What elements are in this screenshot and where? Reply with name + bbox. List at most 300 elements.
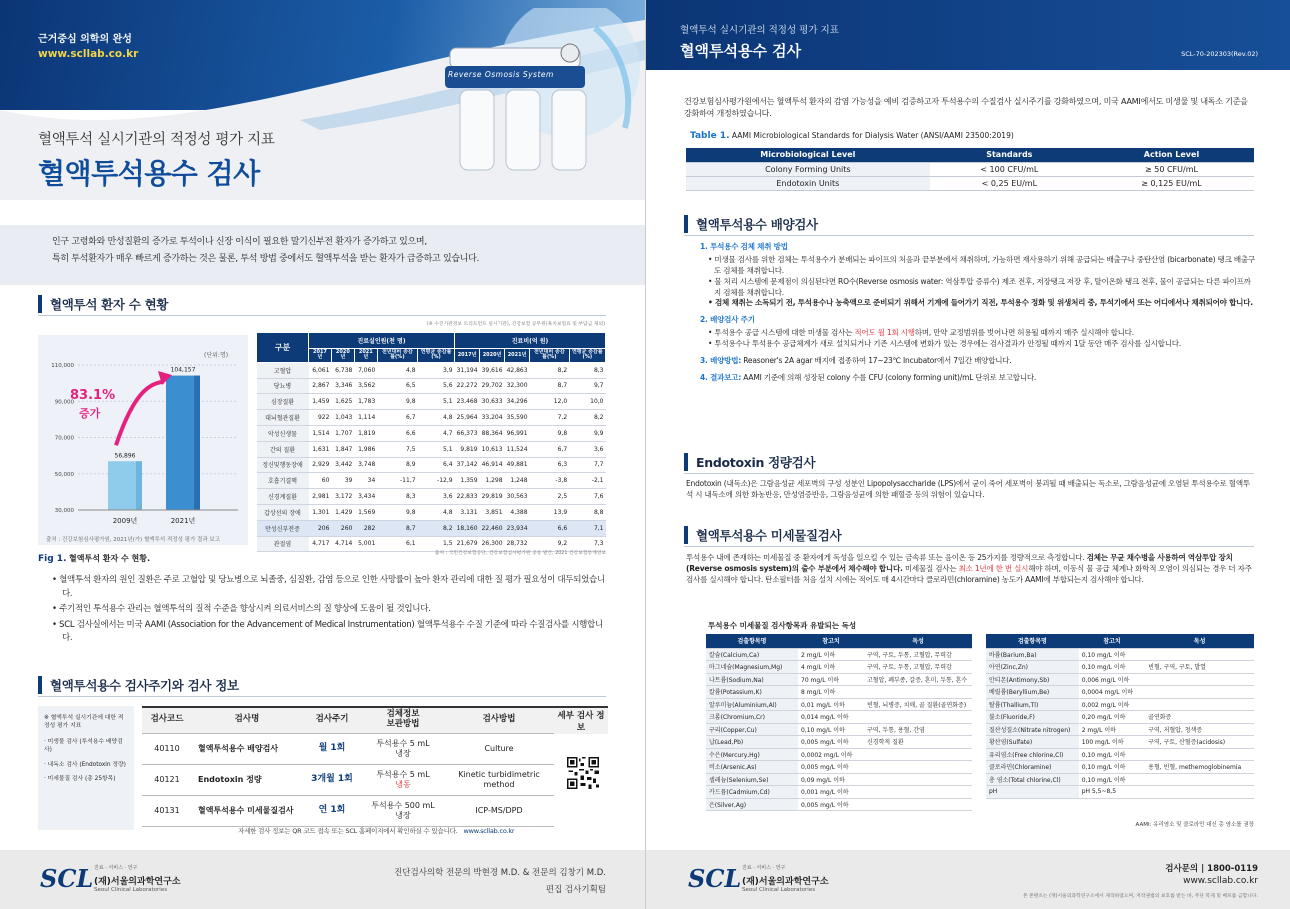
th-aami-2: Action Level [1089,148,1254,162]
cell: 40121 [142,764,192,795]
cell: 1,986 [354,441,377,457]
right-footer [646,850,1290,909]
cell: 9,8 [530,425,570,441]
cell: 34 [354,473,377,489]
cell: 29,819 [480,489,505,505]
row-label: 신경계질환 [257,489,309,505]
culture-b5: • 투석용수나 투석용수 공급체계가 새로 설치되거나 기존 시스템에 변화가 있는 경우에는 검사결과가 안정될 때까지 1달 동안 매주 검사를 실시합니다. [708,339,1182,348]
intro-line-1: 인구 고령화와 만성질환의 증가로 투석이나 신장 이식이 필요한 말기신부전 환자가 증가하고 있으며, [52,237,427,247]
th-cost: 진료비(억 원) [455,333,606,349]
cell: 1,514 [309,425,332,441]
cell: 구역, 구토, 두통, 고혈압, 무력감 [864,648,972,661]
cell: 마그네슘(Magnesium,Mg) [706,661,798,674]
culture-b4: • 투석용수 공급 시스템에 대한 미생물 검사는 적어도 월 1회 시행하며, 만약 교정범위를 벗어나면 허용될 때까지 매주 실시해야 합니다. [708,328,1134,338]
table-row [686,176,1254,190]
th-trace-0: 검출항목명 [986,634,1079,648]
th-aami-0: Microbiological Level [686,148,930,162]
cell: 1,847 [331,441,354,457]
cell: 6,7 [530,441,570,457]
cell [1145,748,1254,761]
cell: 11,524 [505,441,530,457]
y-tick-label: 90,000 [54,399,74,406]
trace-table-left [706,634,972,811]
footer-editor: 편집 검사기획팀 [545,885,606,895]
table-row [986,661,1254,674]
cell: -12,9 [418,473,455,489]
cell [1145,698,1254,711]
bullet-item: • 주기적인 투석용수 관리는 혈액투석의 질적 수준을 향상시켜 의료서비스의 질 향상에 도움이 될 것입니다. [52,604,431,615]
trace-table-right [986,634,1254,799]
cell: 2,981 [309,489,332,505]
cell: 알루미늄(Aluminium,Al) [706,698,798,711]
test-info-table [142,706,554,827]
cell: 32,300 [505,378,530,394]
cell: 33,204 [480,410,505,426]
cell: 구역, 구토, 두통, 고혈압, 무력감 [864,661,972,674]
cell: 3,6 [418,489,455,505]
filter-label: Reverse Osmosis System [448,70,554,79]
cell: 3,442 [331,457,354,473]
cell: 1,043 [331,410,354,426]
cell: 질산성질소(Nitrate nitrogen) [986,723,1079,736]
sidebox-item: · 미생물 검사 (투석용수 배양검사) [44,738,123,754]
table-row [257,457,606,473]
row-label: 고혈압 [257,362,309,378]
cell: 31,194 [455,362,480,378]
cell: 3,851 [480,504,505,520]
bar-value-label: 104,157 [170,366,196,374]
th-trace-2: 독성 [864,634,972,648]
cell: 0,001 mg/L 이하 [798,786,864,799]
cell [864,686,972,699]
section-test-cycle: 혈액투석용수 검사주기와 검사 정보 [38,673,606,697]
chart-source: 출처 : 건강보험심사평가원, 2021년(가) 혈액투석 적정성 평가 결과 보고 [46,537,221,543]
cell: 30,563 [505,489,530,505]
sidebox-item: · 미세물질 검사 (총 25항목) [44,775,116,782]
cell: 투석용수 5 mL 냉동 [362,764,444,795]
cell: 922 [309,410,332,426]
chart-unit: (단위:명) [204,352,229,359]
table-row [986,711,1254,724]
cell: 5,1 [418,394,455,410]
bullet-item: • 혈액투석 환자의 원인 질환은 주로 고혈압 및 당뇨병으로 뇌졸중, 심질환, 감염 등으로 인한 사망률이 높아 환자 관리에 대한 질 평가 필요성이 대두되었습니다. [52,575,605,599]
th-sub-4: 연평균 증감률(%) [418,348,455,362]
cell: 1,359 [455,473,480,489]
cell: 혈액투석용수 미세물질검사 [192,795,302,826]
cell: 40131 [142,795,192,826]
table-source: 출처 : 국민건강보험공단, 건강보험심사평가원 공동 발간, 2021 건강보험통계연보 [434,551,606,556]
th-trace-1: 참고치 [798,634,864,648]
cell: 4,714 [331,536,354,552]
th-sub-1: 2020년 [331,348,354,362]
right-intro: 건강보험심사평가원에서는 혈액투석 환자의 감염 가능성을 예비 검증하고자 투석용수의 수질검사 실시주기를 강화하였으며, 미국 AAMI에서도 미생물 및 내독소 기준을 강화하여 개정하였습니다. [684,97,1248,118]
cell: 불소(Fluoride,F) [986,711,1079,724]
cell [1145,648,1254,661]
cell: 18,160 [455,520,480,536]
cell: 6,738 [331,362,354,378]
culture-method: 3. 배양방법: Reasoner's 2A agar 배지에 접종하여 17~23℃ Incubator에서 7일간 배양합니다. [700,355,1012,365]
th-sub-8: 전년대비 증감률(%) [530,348,570,362]
cell: 비소(Arsenic,As) [706,761,798,774]
cell: 9,2 [530,536,570,552]
cell: 3,562 [354,378,377,394]
cell: 1,114 [354,410,377,426]
table-row [706,723,972,736]
cell: 구역, 구토, 산혈증(acidosis) [1145,736,1254,749]
intro-line-2: 특히 투석환자가 매우 빠르게 증가하는 것은 물론, 투석 방법 중에서도 혈액투석을 받는 환자가 급증하고 있습니다. [52,254,480,264]
section-endotoxin: Endotoxin 정량검사 [684,450,1254,474]
row-label: 간의 질환 [257,441,309,457]
cell: 26,300 [480,536,505,552]
row-label: 관절염 [257,536,309,552]
th-sub-2: 2021년 [354,348,377,362]
th-test-4: 검사방법 [444,707,554,733]
footer-org: (재)서울의과학연구소 [94,877,181,887]
cell: 9,8 [377,394,417,410]
table-row [257,536,606,552]
table-row [257,489,606,505]
table-row [257,520,606,536]
table-row [257,394,606,410]
cell: 8,2 [569,410,605,426]
cell: 1,631 [309,441,332,457]
subtitle: 혈액투석 실시기관의 적정성 평가 지표 [38,132,275,148]
bullet-text: 혈액투석 환자의 원인 질환은 주로 고혈압 및 당뇨병으로 뇌졸중, 심질환, 감염 등으로 인한 사망률이 높아 환자 관리에 대한 질 평가 필요성이 대두되었습니다. [59,575,605,599]
cell: 6,6 [377,425,417,441]
cell: 0,005 mg/L 이하 [798,761,864,774]
cell: 2,5 [530,489,570,505]
table-row [986,748,1254,761]
th-trace-0: 검출항목명 [706,634,798,648]
cell: 혈액투석용수 배양검사 [192,733,302,764]
table-row [986,736,1254,749]
row-label: 대뇌혈관질환 [257,410,309,426]
cell: 0,005 mg/L 이하 [798,798,864,811]
table-row [706,798,972,811]
table-row [142,733,554,764]
culture-h2: 2. 배양검사 주기 [700,315,755,325]
table-row [706,711,972,724]
cell: pH 5,5~8,5 [1079,786,1145,799]
cell: 0,10 mg/L 이하 [1079,773,1145,786]
right-banner-sub: 혈액투석 실시기관의 적정성 평가 지표 [680,25,839,36]
row-label: 갑상선의 장애 [257,504,309,520]
cell: 6,6 [530,520,570,536]
cell: Kinetic turbidimetric method [444,764,554,795]
qr-note-text: 자세한 검사 정보는 QR 코드 접속 또는 SCL 홈페이지에서 확인하실 수 있습니다. [238,827,458,835]
cell: 골연화증 [1145,711,1254,724]
cell: pH [986,786,1079,799]
storage: 냉장 [395,748,411,758]
th-sub-6: 2020년 [480,348,505,362]
culture-report: 4. 결과보고: AAMI 기준에 의해 성장된 colony 수를 CFU (colony forming unit)/mL 단위로 보고합니다. [700,372,1037,382]
cell: 34,296 [505,394,530,410]
qr-code-icon[interactable] [567,757,599,789]
table-row [706,773,972,786]
cell: 7,2 [530,410,570,426]
trace-table-title: 투석용수 미세물질 검사항목과 유발되는 독성 [708,621,857,630]
cell: 1,569 [354,504,377,520]
footer-author: 진단검사의학 전문의 박현경 M.D. & 전문의 김창기 M.D. [394,868,606,878]
cell: 7,060 [354,362,377,378]
th-test-2: 검사주기 [302,707,362,733]
cell: 2,929 [309,457,332,473]
cell: 월 1회 [302,733,362,764]
cell: 1,819 [354,425,377,441]
cell: 4,8 [418,504,455,520]
cell: 구역, 두통, 용혈, 간염 [864,723,972,736]
cell [1145,686,1254,699]
cell: 2 mg/L 이하 [1079,723,1145,736]
y-tick-label: 70,000 [54,435,74,442]
th-sub-9: 연평균 증감률(%) [569,348,605,362]
cell: 39 [331,473,354,489]
table-row [257,441,606,457]
r-footer-org: (재)서울의과학연구소 [742,877,829,887]
table-row [706,748,972,761]
chart-area [38,335,248,545]
cell: 9,7 [569,378,605,394]
cell: 0,10 mg/L 이하 [1079,748,1145,761]
indicator-sidebox [38,706,134,830]
cell: 8 mg/L 이하 [798,686,864,699]
table-row [986,773,1254,786]
cell [864,786,972,799]
cell: 0,0004 mg/L 이하 [1079,686,1145,699]
culture-b3: • 검체 채취는 소독되기 전, 투석용수나 농축액으로 준비되기 위해서 기계에 들어가기 직전, 투석용수 정화 및 위생처리 중, 투석기에서 또는 어디에서나 채취되어야 합니다. [708,298,1253,308]
cell: 42,863 [505,362,530,378]
fig-label: Fig 1. [38,554,67,564]
table-row [257,362,606,378]
bar-value-label: 56,896 [114,452,136,460]
th-detail: 세부 검사 정보 [557,711,605,733]
cell: Culture [444,733,554,764]
th-sub-0: 2017년 [309,348,332,362]
cell: 7,5 [377,441,417,457]
cell: 60 [309,473,332,489]
cell: 8,9 [377,457,417,473]
cell: 5,001 [354,536,377,552]
cell: -11,7 [377,473,417,489]
sidebox-item: · 내독소 검사 (Endotoxin 정량) [44,761,126,768]
cell: 신경학적 질환 [864,736,972,749]
table-row [986,686,1254,699]
endotoxin-text: Endotoxin (내독소)은 그람음성균 세포벽의 구성 성분인 Lipopolysaccharide (LPS)에서 균이 죽어 세포벽이 붕괴될 때 배출되는 독소로, 그람음성균에 오염된 투석용수로 혈액투석 시 내독소에 의한 화농반응, 만성염증반응, 그람음성균에 의한 패혈증 등의 위험이 있습니다. [686,479,1250,499]
cell: 0,10 mg/L 이하 [798,723,864,736]
x-tick-label: 2009년 [112,517,138,525]
footer-url[interactable]: www.scllab.co.kr [1183,876,1258,886]
cell: 12,0 [530,394,570,410]
culture-body [700,242,1256,384]
qr-note [238,826,514,835]
cell: 3,172 [331,489,354,505]
cell [864,711,972,724]
cell: 22,460 [480,520,505,536]
table-note-top: (※ 수진기관정보 트리트먼트 실시기관), 건강보험 공무원(혹치보험료 및 부담금 제외) [426,322,605,327]
cell: 용혈, 빈혈, methemoglobinemia [1145,761,1254,774]
cell: 40110 [142,733,192,764]
patient-bar-chart [38,335,248,545]
cell: 3개월 1회 [302,764,362,795]
table-row [706,761,972,774]
cell: 칼슘(Calcium,Ca) [706,648,798,661]
cell: 바륨(Barium,Ba) [986,648,1079,661]
bullet-text: SCL 검사실에서는 미국 AAMI (Association for the Advancement of Medical Instrumentation) 혈액투석용수 수질 기준에 따라 수질검사를 시행합니다. [59,619,603,644]
footer-copyright: 본 콘텐츠는 (재)서울의과학연구소에서 제작하였으며, 저작권법의 보호를 받는 바, 무단 복제 및 배포를 금합니다. [1022,894,1258,899]
cell: 10,0 [569,394,605,410]
left-bullet-list [52,574,608,648]
cell: 9,819 [455,441,480,457]
th-sub-7: 2021년 [505,348,530,362]
table-row [986,698,1254,711]
cell: 클로라민(Chloramine) [986,761,1079,774]
table-row [257,410,606,426]
y-tick-label: 30,000 [54,508,74,514]
banner-sub: 근거중심 의학의 완성 [38,34,132,45]
ro-filter-illustration [420,8,645,188]
bullet-item: • SCL 검사실에서는 미국 AAMI (Association for the Advancement of Medical Instrumentation) 혈액투석용수 수질 기준에 따라 수질검사를 시행합니다. [52,619,603,644]
cell: 23,468 [455,394,480,410]
culture-h1: 1. 투석용수 검체 채취 방법 [700,242,788,251]
cell: 8,7 [377,520,417,536]
x-tick-label: 2021년 [170,517,196,525]
table-row [706,661,972,674]
trace-text: 투석용수 내에 존재하는 미세물질 중 환자에게 독성을 일으킬 수 있는 금속류 또는 음이온 등 25가지를 정량적으로 측정합니다. 검체는 무균 채수병을 사용하여 역삼투압 장치(Reverse osmosis system)의 출수 부분에서 채수해야 합니다. 미세물질 검사는 최소 1년에 한 번 실시해야 하며, 이동식 물 공급 체계나 화학적 오염이 의심되는 경우 더 자주 검사를 실시해야 합니다. 탄소필터를 처음 설치 시에는 적어도 매 4시간마다 클로라민(chloramine) 농도가 AAMI에 부합되는지 검사해야 합니다. [686,553,1252,584]
cell: 25,964 [455,410,480,426]
cell: 6,3 [530,457,570,473]
section-trace: 혈액투석용수 미세물질검사 [684,523,1254,547]
cell: 5,1 [418,441,455,457]
cell: 4,8 [377,362,417,378]
cell: 37,142 [455,457,480,473]
disease-stat-table [256,332,606,552]
th-trace-2: 독성 [1145,634,1254,648]
cell: 1,298 [480,473,505,489]
footer-org-en: Seoul Clinical Laboratories [94,887,168,893]
cell: 3,346 [331,378,354,394]
cell: 23,934 [505,520,530,536]
cell: 1,429 [331,504,354,520]
cell: 수은(Mercury,Hg) [706,748,798,761]
th-aami-1: Standards [930,148,1089,162]
figure-caption [38,553,150,564]
cell: 4,388 [505,504,530,520]
table-row [706,786,972,799]
cell: 0,014 mg/L 이하 [798,711,864,724]
cell: 0,002 mg/L 이하 [1079,698,1145,711]
cell [864,798,972,811]
qr-url-link[interactable]: www.scllab.co.kr [463,827,515,835]
cell: 7,6 [569,489,605,505]
culture-b2: • 물 처리 시스템에 문제점이 의심된다면 RO수(Reverse osmosis water: 역삼투압 증류수) 제조 전후, 저장탱크 저장 후, 탈이온화 탱크 전후, 물이 공급되는 다른 파이프까지 검체를 채취합니다. [708,276,1251,297]
cell: 1,707 [331,425,354,441]
cell: 206 [309,520,332,536]
th-sub-3: 전년대비 증감률(%) [377,348,417,362]
cell: 260 [331,520,354,536]
aami-standards-table [686,148,1254,191]
cell: 7,7 [569,457,605,473]
table-row [257,378,606,394]
table-row [257,473,606,489]
bar-shade-0 [136,461,142,510]
cell: 0,0002 mg/L 이하 [798,748,864,761]
cell: 베릴륨(Beryllium,Be) [986,686,1079,699]
table-row [706,648,972,661]
cell: 46,914 [480,457,505,473]
table-row [257,425,606,441]
cell [1145,673,1254,686]
cell: 22,272 [455,378,480,394]
cell: 3,6 [569,441,605,457]
cell: 282 [354,520,377,536]
cell: 29,702 [480,378,505,394]
section-culture: 혈액투석용수 배양검사 [684,212,1254,236]
table1-caption [690,131,1014,141]
right-page [645,0,1290,909]
footer-contact: 검사문의 | 1800-0119 [1165,864,1258,874]
cell: 0,09 mg/L 이하 [798,773,864,786]
cell: 6,061 [309,362,332,378]
cell: 크롬(Chromium,Cr) [706,711,798,724]
row-label: 정신및행동장애 [257,457,309,473]
culture-b1: • 미생물 검사를 위한 검체는 투석용수가 분배되는 파이프의 처음과 끝부분에서 채취하며, 가능하면 재사용하기 위해 공급되는 배출구나 중탄산염 (bicarbonate) 탱크 배출구도 검체를 채취합니다. [708,254,1255,275]
cell: 28,732 [505,536,530,552]
cell: 유리염소(Free chlorine,Cl) [986,748,1079,761]
qr-cell [554,706,608,734]
cell: 0,10 mg/L 이하 [1079,648,1145,661]
cell: 아연(Zinc,Zn) [986,661,1079,674]
cell: 49,881 [505,457,530,473]
cell: 8,2 [418,520,455,536]
row-label: 만성신부전증 [257,520,309,536]
cell: 칼륨(Potassium,K) [706,686,798,699]
cell: 3,131 [455,504,480,520]
banner-url[interactable]: www.scllab.co.kr [38,48,139,60]
cell: 4,8 [418,410,455,426]
table-row [706,686,972,699]
table1-label: Table 1. [690,131,730,141]
growth-arrow [116,382,164,446]
cell [864,773,972,786]
y-tick-label: 50,000 [54,471,74,478]
cell [864,761,972,774]
row-label: 당뇨병 [257,378,309,394]
cell: 30,633 [480,394,505,410]
cell: 66,373 [455,425,480,441]
th-test-1: 검사명 [192,707,302,733]
cell: 6,4 [418,457,455,473]
cell: 13,9 [530,504,570,520]
cell: 100 mg/L 이하 [1079,736,1145,749]
bullet-text: 주기적인 투석용수 관리는 혈액투석의 질적 수준을 향상시켜 의료서비스의 질 향상에 도움이 될 것입니다. [59,604,431,615]
doc-code: SCL-70-202303(Rev.02) [1181,50,1258,58]
cell: -3,8 [530,473,570,489]
chart-growth-label: 증가 [79,407,101,420]
footer-logo: SCL [40,864,94,893]
page-title: 혈액투석용수 검사 [38,157,260,190]
table-row [986,786,1254,799]
cell: 3,434 [354,489,377,505]
cell: 8,7 [530,378,570,394]
cell: 납(Lead,Pb) [706,736,798,749]
table-row [986,723,1254,736]
table-row [986,673,1254,686]
cell: 황산염(Sulfate) [986,736,1079,749]
right-banner-title: 혈액투석용수 검사 [680,42,802,60]
cell: < 100 CFU/mL [930,162,1089,176]
cell: 8,3 [569,362,605,378]
cell: 22,833 [455,489,480,505]
